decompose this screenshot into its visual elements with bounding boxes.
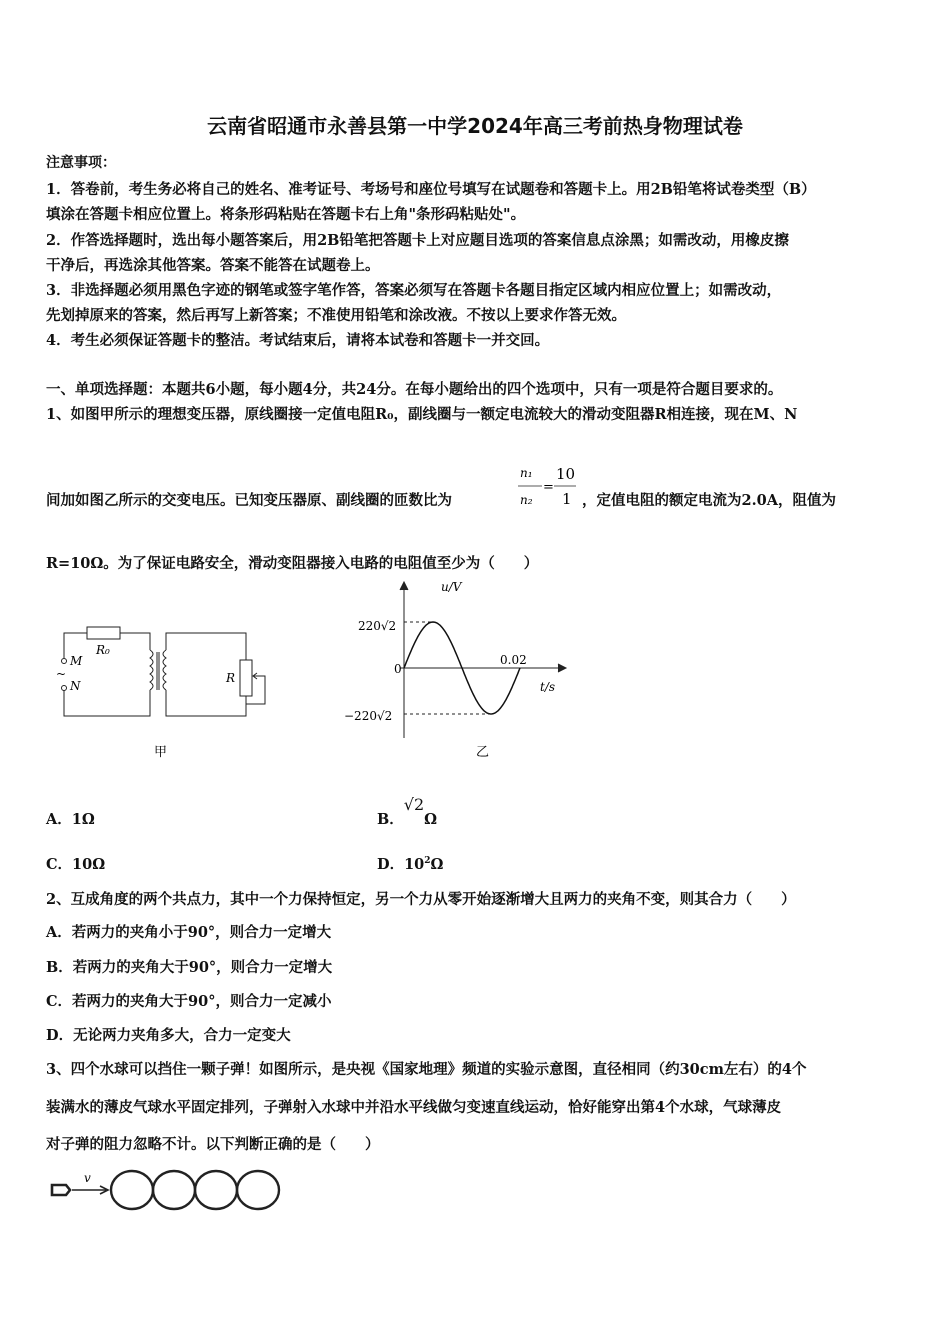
q1-option-d-unit: Ω	[430, 856, 444, 873]
q1-option-d[interactable]	[377, 853, 443, 874]
q1-option-b-label: B．	[377, 811, 404, 828]
notice-line-4: 干净后，再选涂其他答案。答案不能答在试题卷上。	[46, 257, 380, 274]
label-tilde: ~	[56, 667, 67, 681]
notice-line-7: 4．考生必须保证答题卡的整洁。考试结束后，请将本试卷和答题卡一并交回。	[46, 332, 550, 349]
q2-option-d[interactable]: D．无论两力夹角多大，合力一定变大	[46, 1027, 291, 1044]
notice-line-5: 3．非选择题必须用黑色字迹的钢笔或签字笔作答，答案必须写在答题卡各题目指定区域内相应位置上；如需改动，	[46, 282, 782, 299]
water-ball-4	[237, 1171, 279, 1209]
q2-option-b[interactable]: B．若两力的夹角大于90°，则合力一定增大	[46, 959, 333, 976]
bullet-shape	[52, 1185, 70, 1195]
ratio-den: 1	[562, 490, 572, 508]
q3-line-2: 装满水的薄皮气球水平固定排列，子弹射入水球中并沿水平线做匀变速直线运动，恰好能穿出第4个水球，气球薄皮	[46, 1099, 782, 1116]
label-m: M	[70, 654, 83, 668]
y-axis-label: u/V	[441, 580, 462, 594]
tick-origin: 0	[394, 662, 402, 676]
q1-line-2a: 间加如图乙所示的交变电压。已知变压器原、副线圈的匝数比为	[46, 492, 452, 509]
water-ball-1	[111, 1171, 153, 1209]
figure-jia-caption: 甲	[154, 745, 168, 760]
q1-option-a[interactable]: A．1Ω	[46, 811, 95, 828]
n1-label: n₁	[520, 466, 533, 480]
velocity-label: v	[84, 1171, 91, 1185]
q1-option-d-label: D．10	[377, 856, 425, 873]
q3-line-3: 对子弹的阻力忽略不计。以下判断正确的是（ ）	[46, 1136, 380, 1153]
turns-ratio-fraction	[512, 462, 582, 512]
section-heading: 一、单项选择题：本题共6小题，每小题4分，共24分。在每小题给出的四个选项中，只有一项是符合题目要求的。	[46, 381, 783, 398]
label-n: N	[70, 679, 81, 693]
q1-option-d-sup: 2	[424, 856, 431, 867]
q1-line-1: 1、如图甲所示的理想变压器，原线圈接一定值电阻R₀，副线圈与一额定电流较大的滑动变阻器R相连接，现在M、N	[46, 406, 798, 423]
resistor-r0	[87, 627, 120, 639]
transformer-circuit-figure	[50, 620, 290, 760]
label-r0: R₀	[96, 643, 110, 657]
page-title: 云南省昭通市永善县第一中学2024年高三考前热身物理试卷	[207, 114, 743, 138]
notice-line-2: 填涂在答题卡相应位置上。将条形码粘贴在答题卡右上角"条形码粘贴处"。	[46, 206, 526, 223]
voltage-waveform-chart	[340, 578, 580, 763]
ratio-num: 10	[556, 465, 576, 483]
notice-line-1: 1．答卷前，考生务必将自己的姓名、准考证号、考场号和座位号填写在试题卷和答题卡上。用2B铅笔将试卷类型（B）	[46, 181, 816, 198]
sqrt2-symbol: √2	[403, 795, 425, 814]
water-ball-2	[153, 1171, 195, 1209]
label-r: R	[226, 671, 236, 685]
n2-label: n₂	[520, 493, 533, 507]
tick-peak: 220√2	[358, 619, 397, 633]
terminal-m	[62, 659, 67, 664]
equals-sign: =	[543, 480, 554, 495]
rheostat-r	[240, 660, 252, 696]
q2-option-c[interactable]: C．若两力的夹角大于90°，则合力一定减小	[46, 993, 332, 1010]
notice-heading: 注意事项：	[46, 155, 116, 171]
tick-period: 0.02	[500, 653, 527, 667]
q1-line-2b: ，定值电阻的额定电流为2.0A，阻值为	[582, 492, 836, 509]
x-axis-label: t/s	[540, 680, 556, 694]
q1-line-3: R=10Ω。为了保证电路安全，滑动变阻器接入电路的电阻值至少为（ ）	[46, 555, 539, 572]
figure-yi-caption: 乙	[476, 745, 490, 760]
q3-line-1: 3、四个水球可以挡住一颗子弹！如图所示，是央视《国家地理》频道的实验示意图，直径相同（约30cm左右）的4个	[46, 1061, 807, 1078]
q2-stem: 2、互成角度的两个共点力，其中一个力保持恒定，另一个力从零开始逐渐增大且两力的夹角不变，则其合力（ ）	[46, 891, 796, 908]
notice-line-3: 2．作答选择题时，选出每小题答案后，用2B铅笔把答题卡上对应题目选项的答案信息点涂黑；如需改动，用橡皮擦	[46, 232, 789, 249]
q1-option-c[interactable]: C．10Ω	[46, 856, 106, 873]
q2-option-a[interactable]: A．若两力的夹角小于90°，则合力一定增大	[46, 924, 332, 941]
notice-line-6: 先划掉原来的答案，然后再写上新答案；不准使用铅笔和涂改液。不按以上要求作答无效。	[46, 307, 626, 324]
water-balls-figure	[44, 1162, 294, 1218]
q1-option-b[interactable]	[377, 795, 438, 829]
tick-trough: −220√2	[344, 709, 393, 723]
q1-option-b-unit: Ω	[424, 811, 438, 828]
terminal-n	[62, 686, 67, 691]
water-ball-3	[195, 1171, 237, 1209]
